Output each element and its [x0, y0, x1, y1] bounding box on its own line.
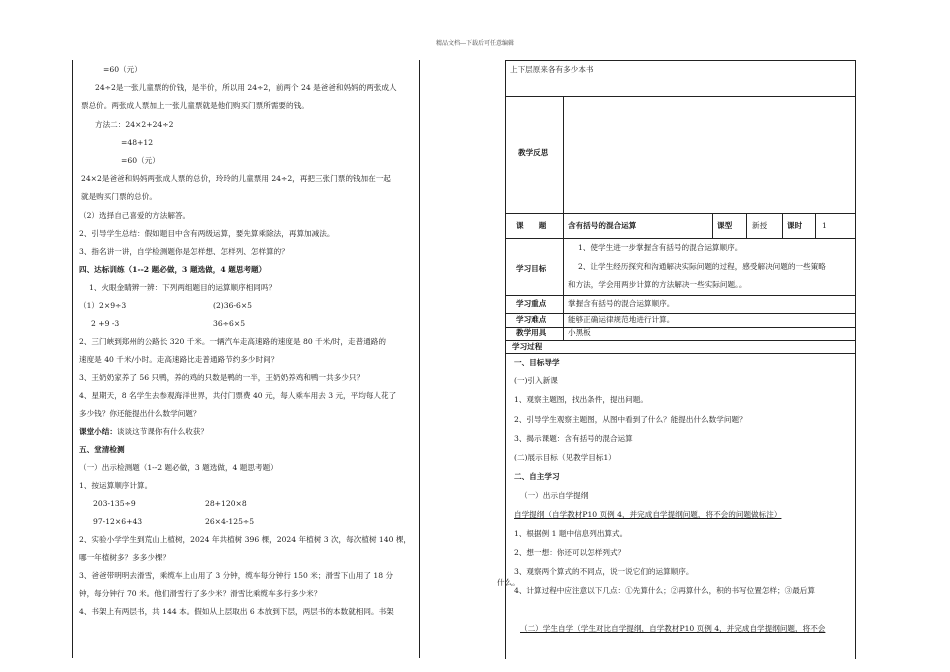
difficulty-value: 能够正确运律规范地进行计算。 — [568, 315, 675, 324]
difficulty-label: 学习难点 — [516, 315, 547, 324]
text-line: （2）选择自己喜爱的方法解答。 — [79, 211, 191, 220]
text-line: 多少钱？你还能提出什么数学问题？ — [79, 409, 201, 418]
right-column — [505, 60, 856, 659]
text-line: 2、想一想：你还可以怎样列式？ — [514, 548, 626, 557]
text-line: 4、书架上有两层书，共 144 本。假如从上层取出 6 本放到下层，两层书的本数就相同。书架 — [79, 607, 394, 616]
text-line: 1、根据例 1 题中信息列出算式。 — [514, 529, 628, 538]
topic-label: 课 题 — [516, 221, 547, 230]
goal-line: 1、使学生进一步掌握含有括号的混合运算顺序。 — [578, 243, 743, 252]
expr: 26×4-125÷5 — [205, 517, 255, 526]
goal-line: 2、让学生经历探究和沟通解决实际问题的过程，感受解决问题的一些策略 — [578, 262, 826, 271]
type-value: 新授 — [752, 221, 768, 230]
summary-text: 谈谈这节课你有什么收获？ — [116, 427, 209, 436]
text-line: (二)展示目标（见教学目标1） — [514, 453, 616, 462]
expr: 36÷6×5 — [213, 319, 246, 328]
left-column — [72, 60, 420, 658]
rule — [563, 327, 564, 340]
text-line: 2、引导学生观察主题图，从图中看到了什么？能提出什么数学问题？ — [514, 415, 747, 424]
text-line — [91, 316, 420, 332]
text-line: 2、引导学生总结：假如题目中含有两级运算，要先算乘除法，再算加减法。 — [79, 229, 335, 238]
rule — [506, 96, 855, 97]
rule — [563, 213, 564, 238]
text-line — [79, 298, 420, 314]
section-heading: 一、目标导学 — [514, 358, 560, 367]
process-label: 学习过程 — [512, 342, 543, 351]
text-line: （一）出示检测题（1--2 题必做，3 题选做，4 题思考题） — [79, 463, 278, 472]
rule — [563, 96, 564, 213]
text-line: 钟，每分钟行 70 米。他们滑雪行了多少米？滑雪比乘缆车多行多少米？ — [79, 589, 322, 598]
text-line: （一）出示自学提纲 — [520, 491, 589, 500]
text-line: （二）学生自学（学生对比自学提纲，自学教材P10 页例 4，并完成自学提纲问题，将不会 — [520, 624, 826, 633]
text-line: 2、三门峡到郑州的公路长 320 千米。一辆汽车走高速路的速度是 80 千米/时，走普通路的 — [79, 337, 386, 346]
text-line: 什么。 — [497, 578, 520, 587]
section-heading: 二、自主学习 — [514, 472, 560, 481]
goal-label: 学习目标 — [516, 264, 547, 273]
period-label: 课时 — [787, 221, 803, 230]
text-line: =60（元） — [121, 156, 160, 165]
text-line: 24×2是爸爸和妈妈两张成人票的总价，玲玲的儿童票用 24÷2，再把三张门票的钱加在一起 — [81, 174, 391, 183]
text-line — [93, 514, 420, 530]
tools-label: 教学用具 — [516, 328, 547, 337]
expr: （1）2×9÷3 — [79, 301, 127, 310]
text-line: 3、王奶奶家养了 56 只鸭，养的鸡的只数是鸭的一半，王奶奶养鸡和鸭一共多少只？ — [79, 373, 365, 382]
text-line: 就是购买门票的总价。 — [81, 192, 157, 201]
goal-line: 和方法，学会用两步计算的方法解决一些实际问题。。 — [568, 280, 747, 289]
text-line — [93, 496, 420, 512]
section-heading: 五、堂清检测 — [79, 445, 125, 454]
text-line: 哪一年植树多？多多少棵？ — [79, 553, 171, 562]
rule — [712, 213, 713, 238]
expr: 97-12×6+43 — [93, 517, 143, 526]
type-label: 课型 — [717, 221, 733, 230]
text-line: 1、火眼金睛辨一辨：下列两组题目的运算顺序相同吗？ — [89, 283, 277, 292]
summary-label: 课堂小结： — [79, 427, 117, 436]
text-line — [79, 424, 420, 440]
text-line: 3、观察两个算式的不同点，说一说它们的运算顺序。 — [514, 567, 694, 576]
expr: (2)36-6×5 — [213, 301, 253, 310]
text-line: 票总价。两张成人票加上一张儿童票就是他们购买门票所需要的钱。 — [81, 101, 309, 110]
rule — [746, 213, 747, 238]
text-line: 自学提纲（自学教材P10 页例 4，并完成自学提纲问题，将不会的问题做标注） — [514, 510, 782, 519]
text-line: 4、星期天，8 名学生去参观海洋世界，共付门票费 40 元，每人乘车用去 3 元，平均每人花了 — [79, 391, 397, 400]
text-line: 3、爸爸带明明去滑雪，乘缆车上山用了 3 分钟，缆车每分钟行 150 米；滑雪下山用了 18 分 — [79, 571, 394, 580]
text-line: 4、计算过程中应注意以下几点：①先算什么；②再算什么，积的书写位置怎样；③最后算 — [514, 586, 815, 595]
text-line: 24÷2是一张儿童票的价钱，是半价，所以用 24÷2，前两个 24 是爸爸和妈妈的两张成人 — [95, 83, 397, 92]
text-line: 3、指名讲一讲，自学检测题你是怎样想、怎样列、怎样算的？ — [79, 247, 289, 256]
period-value: 1 — [822, 221, 827, 230]
expr: 2 +9 -3 — [91, 319, 120, 328]
rule — [506, 327, 855, 328]
key-label: 学习重点 — [516, 299, 547, 308]
rule — [815, 213, 816, 238]
topic-value: 含有括号的混合运算 — [568, 221, 637, 230]
rule — [563, 238, 564, 295]
tools-value: 小黑板 — [568, 328, 591, 337]
key-value: 掌握含有括号的混合运算顺序。 — [568, 299, 675, 308]
text-line: =48+12 — [121, 138, 154, 147]
rule — [506, 295, 855, 296]
text-line: 1、按运算顺序计算。 — [79, 481, 153, 490]
rule — [563, 313, 564, 327]
rule — [782, 213, 783, 238]
reflection-label: 教学反思 — [518, 148, 549, 157]
rule — [506, 238, 855, 239]
expr: 203-135÷9 — [93, 499, 136, 508]
rule — [563, 295, 564, 313]
text-line: 2、实验小学学生到荒山上植树，2024 年共植树 396 棵，2024 年植树 3 次，每次植树 140 棵， — [79, 535, 412, 544]
rule — [506, 313, 855, 314]
text-line: 速度是 40 千米/小时。走高速路比走普通路节约多少时间？ — [79, 355, 279, 364]
text-line: =60（元） — [103, 65, 142, 74]
section-heading: 四、达标训练（1--2 题必做，3 题选做，4 题思考题） — [79, 265, 267, 274]
header-note: 精品文档---下载后可任意编辑 — [435, 40, 515, 47]
expr: 28+120×8 — [205, 499, 247, 508]
rule — [506, 340, 855, 341]
text-line: (一)引入新课 — [514, 376, 558, 385]
text-line: 上下层原来各有多少本书 — [510, 65, 594, 74]
rule — [506, 213, 855, 214]
text-line: 1、观察主题图，找出条件，提出问题。 — [514, 395, 648, 404]
text-line: 3、揭示课题：含有括号的混合运算 — [514, 434, 633, 443]
text-line: 方法二：24×2+24÷2 — [95, 120, 174, 129]
